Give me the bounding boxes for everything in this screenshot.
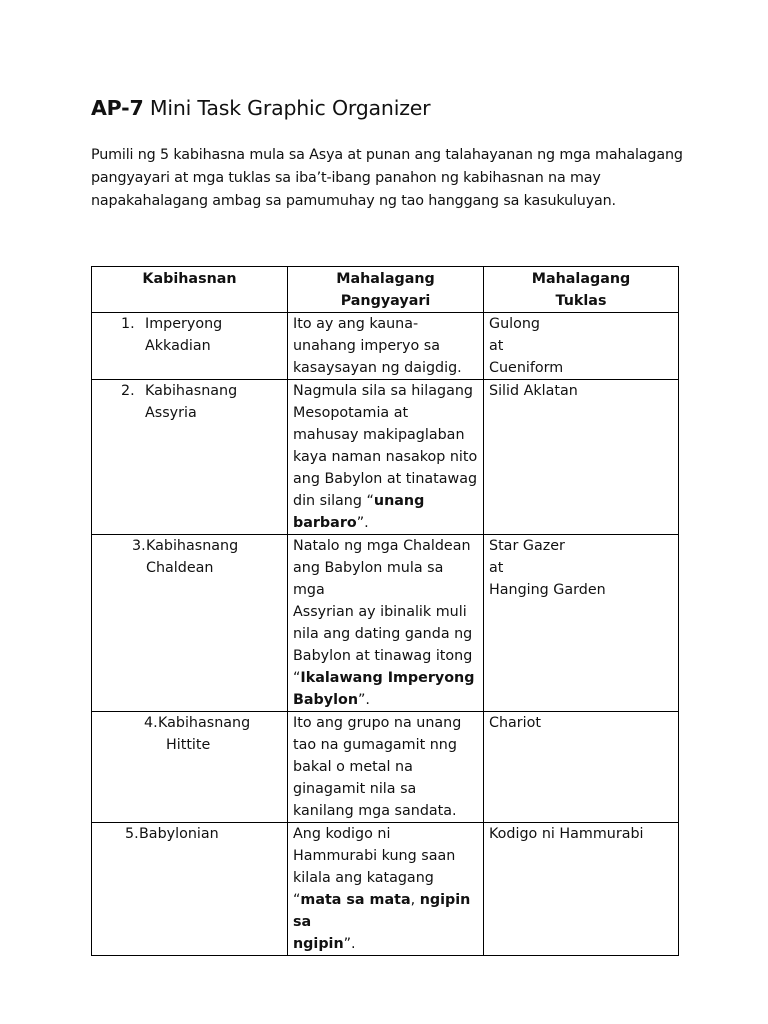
- event-line: “mata sa mata, ngipin sa: [293, 892, 471, 930]
- event-line: Mesopotamia at: [293, 405, 409, 421]
- header-pangyayari: [288, 267, 484, 313]
- header-tuklas-line2: Tuklas: [555, 293, 607, 309]
- event-line: Ang kodigo ni: [293, 826, 391, 842]
- header-pangyayari-line1: Mahalagang: [336, 271, 435, 287]
- event-line: Nagmula sila sa hilagang: [293, 383, 473, 399]
- header-tuklas: [484, 267, 679, 313]
- event-line: nila ang dating ganda ng: [293, 626, 473, 642]
- instructions-line: Pumili ng 5 kabihasna mula sa Asya at punan ang talahayanan ng mga mahalagang: [91, 147, 683, 163]
- instructions-line: napakahalagang ambag sa pamumuhay ng tao hanggang sa kasukuluyan.: [91, 193, 616, 209]
- civilization-name-cont: Akkadian: [145, 338, 211, 354]
- discovery-cell: [484, 313, 679, 380]
- row-number: 4.: [144, 715, 158, 731]
- event-line: din silang “unang: [293, 493, 425, 509]
- row-number: 1.: [121, 316, 135, 332]
- event-emphasis: ngipin sa: [293, 892, 471, 930]
- event-line: ginagamit nila sa: [293, 781, 417, 797]
- title-text: Mini Task Graphic Organizer: [143, 96, 431, 120]
- civilization-name-cont: Chaldean: [146, 560, 214, 576]
- event-line: kilala ang katagang: [293, 870, 434, 886]
- discovery-cell: [484, 823, 679, 956]
- discovery-line: Silid Aklatan: [489, 383, 578, 399]
- event-line: mahusay makipaglaban: [293, 427, 465, 443]
- event-line: Hammurabi kung saan: [293, 848, 456, 864]
- table-row: [92, 313, 679, 380]
- discovery-line: Gulong: [489, 316, 540, 332]
- table-row: [92, 380, 679, 535]
- event-emphasis: unang: [373, 493, 425, 509]
- graphic-organizer-table: [91, 266, 679, 956]
- event-line: unahang imperyo sa: [293, 338, 440, 354]
- header-pangyayari-line2: Pangyayari: [340, 293, 431, 309]
- event-emphasis: barbaro: [293, 515, 357, 531]
- header-kabihasnan: [92, 267, 288, 313]
- page-title: [91, 94, 430, 122]
- event-cell: [288, 823, 484, 956]
- event-cell: [288, 712, 484, 823]
- event-line: bakal o metal na: [293, 759, 413, 775]
- instructions-paragraph: [91, 144, 691, 213]
- event-line: Natalo ng mga Chaldean: [293, 538, 471, 554]
- event-line: Ito ay ang kauna-: [293, 316, 419, 332]
- discovery-cell: [484, 535, 679, 712]
- civilization-cell: [92, 712, 288, 823]
- discovery-line: Cueniform: [489, 360, 564, 376]
- discovery-line: Chariot: [489, 715, 542, 731]
- event-line: barbaro”.: [293, 515, 369, 531]
- event-line: ngipin”.: [293, 936, 356, 952]
- table-row: [92, 712, 679, 823]
- header-tuklas-line1: Mahalagang: [531, 271, 631, 287]
- title-code: AP-7: [91, 96, 144, 120]
- event-emphasis: mata sa mata: [300, 892, 411, 908]
- event-emphasis: Babylon: [293, 692, 358, 708]
- discovery-line: Star Gazer: [489, 538, 565, 554]
- civilization-name: Kabihasnang: [158, 715, 251, 731]
- table-row: [92, 535, 679, 712]
- event-line: kasaysayan ng daigdig.: [293, 360, 462, 376]
- discovery-line: at: [489, 338, 504, 354]
- discovery-line: at: [489, 560, 504, 576]
- discovery-line: Kodigo ni Hammurabi: [489, 826, 644, 842]
- event-emphasis: Ikalawang Imperyong: [300, 670, 475, 686]
- event-line: Babylon at tinawag itong: [293, 648, 473, 664]
- event-line: ang Babylon at tinatawag: [293, 471, 478, 487]
- discovery-line: Hanging Garden: [489, 582, 606, 598]
- civilization-name-cont: Hittite: [166, 737, 211, 753]
- header-kabihasnan-label: Kabihasnan: [142, 271, 237, 287]
- event-line: Ito ang grupo na unang: [293, 715, 462, 731]
- civilization-name: Babylonian: [139, 826, 219, 842]
- civilization-name: Kabihasnang: [146, 538, 239, 554]
- instructions-line: pangyayari at mga tuklas sa iba’t-ibang panahon ng kabihasnan na may: [91, 170, 601, 186]
- event-cell: [288, 535, 484, 712]
- discovery-cell: [484, 380, 679, 535]
- event-line: tao na gumagamit nng: [293, 737, 457, 753]
- discovery-cell: [484, 712, 679, 823]
- civilization-cell: [92, 380, 288, 535]
- event-line: kanilang mga sandata.: [293, 803, 457, 819]
- event-line: kaya naman nasakop nito: [293, 449, 478, 465]
- civilization-cell: [92, 535, 288, 712]
- event-line: Assyrian ay ibinalik muli: [293, 604, 467, 620]
- civilization-name: Imperyong: [145, 316, 223, 332]
- table-row: [92, 823, 679, 956]
- event-cell: [288, 380, 484, 535]
- civilization-name-cont: Assyria: [145, 405, 197, 421]
- event-cell: [288, 313, 484, 380]
- row-number: 2.: [121, 383, 135, 399]
- civilization-cell: [92, 823, 288, 956]
- event-line: “Ikalawang Imperyong: [293, 670, 475, 686]
- event-line: Babylon”.: [293, 692, 370, 708]
- event-line: ang Babylon mula sa mga: [293, 560, 444, 598]
- row-number: 3.: [132, 538, 146, 554]
- table-header-row: [92, 267, 679, 313]
- civilization-cell: [92, 313, 288, 380]
- civilization-name: Kabihasnang: [145, 383, 238, 399]
- event-emphasis: ngipin: [293, 936, 344, 952]
- row-number: 5.: [125, 826, 139, 842]
